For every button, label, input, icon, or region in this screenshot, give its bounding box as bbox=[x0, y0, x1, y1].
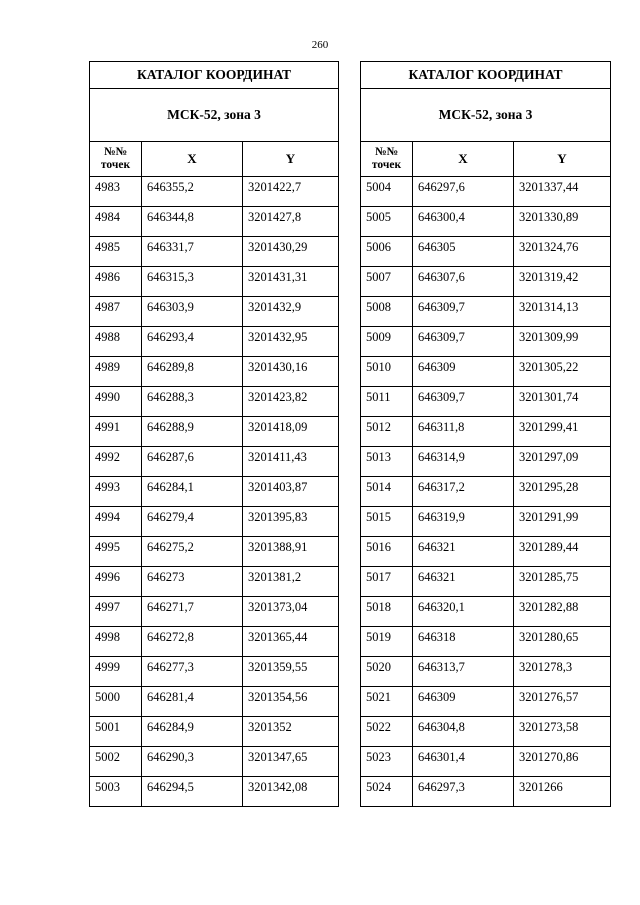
table-row bbox=[361, 627, 611, 657]
y-coordinate-cell: 3201359,55 bbox=[243, 657, 339, 687]
point-number-cell: 4984 bbox=[90, 207, 142, 237]
table-row bbox=[90, 237, 339, 267]
table-row bbox=[361, 447, 611, 477]
point-number-cell: 5016 bbox=[361, 537, 413, 567]
x-coordinate-cell: 646288,3 bbox=[142, 387, 243, 417]
y-coordinate-cell: 3201365,44 bbox=[243, 627, 339, 657]
x-coordinate-cell: 646318 bbox=[413, 627, 514, 657]
x-coordinate-cell: 646284,1 bbox=[142, 477, 243, 507]
point-number-cell: 5021 bbox=[361, 687, 413, 717]
table-row bbox=[90, 717, 339, 747]
y-coordinate-cell: 3201403,87 bbox=[243, 477, 339, 507]
point-number-cell: 4991 bbox=[90, 417, 142, 447]
table-body bbox=[361, 177, 611, 807]
y-coordinate-cell: 3201337,44 bbox=[514, 177, 611, 207]
point-number-cell: 4989 bbox=[90, 357, 142, 387]
y-coordinate-cell: 3201427,8 bbox=[243, 207, 339, 237]
point-number-cell: 4990 bbox=[90, 387, 142, 417]
point-number-cell: 4994 bbox=[90, 507, 142, 537]
x-coordinate-cell: 646271,7 bbox=[142, 597, 243, 627]
y-coordinate-cell: 3201422,7 bbox=[243, 177, 339, 207]
table-row bbox=[361, 417, 611, 447]
x-coordinate-cell: 646305 bbox=[413, 237, 514, 267]
x-coordinate-cell: 646320,1 bbox=[413, 597, 514, 627]
column-header-point-number: №№ точек bbox=[90, 142, 142, 177]
column-header-point-number: №№ точек bbox=[361, 142, 413, 177]
table-row bbox=[361, 477, 611, 507]
point-number-cell: 5023 bbox=[361, 747, 413, 777]
x-coordinate-cell: 646301,4 bbox=[413, 747, 514, 777]
x-coordinate-cell: 646275,2 bbox=[142, 537, 243, 567]
point-number-cell: 5015 bbox=[361, 507, 413, 537]
table-row bbox=[90, 747, 339, 777]
x-coordinate-cell: 646321 bbox=[413, 567, 514, 597]
table-row bbox=[361, 177, 611, 207]
point-number-cell: 4995 bbox=[90, 537, 142, 567]
y-coordinate-cell: 3201314,13 bbox=[514, 297, 611, 327]
point-number-cell: 4987 bbox=[90, 297, 142, 327]
coordinate-system-subtitle: МСК-52, зона 3 bbox=[361, 89, 611, 142]
x-coordinate-cell: 646289,8 bbox=[142, 357, 243, 387]
point-number-cell: 5014 bbox=[361, 477, 413, 507]
point-number-cell: 5007 bbox=[361, 267, 413, 297]
y-coordinate-cell: 3201319,42 bbox=[514, 267, 611, 297]
y-coordinate-cell: 3201423,82 bbox=[243, 387, 339, 417]
x-coordinate-cell: 646309,7 bbox=[413, 387, 514, 417]
table-row bbox=[361, 327, 611, 357]
table-row bbox=[90, 327, 339, 357]
x-coordinate-cell: 646290,3 bbox=[142, 747, 243, 777]
x-coordinate-cell: 646281,4 bbox=[142, 687, 243, 717]
table-row bbox=[90, 687, 339, 717]
y-coordinate-cell: 3201418,09 bbox=[243, 417, 339, 447]
catalog-title: КАТАЛОГ КООРДИНАТ bbox=[90, 62, 339, 89]
table-body bbox=[90, 177, 339, 807]
table-row bbox=[90, 297, 339, 327]
x-coordinate-cell: 646307,6 bbox=[413, 267, 514, 297]
x-coordinate-cell: 646313,7 bbox=[413, 657, 514, 687]
table-row bbox=[361, 567, 611, 597]
y-coordinate-cell: 3201432,95 bbox=[243, 327, 339, 357]
point-number-cell: 5013 bbox=[361, 447, 413, 477]
x-coordinate-cell: 646287,6 bbox=[142, 447, 243, 477]
point-number-cell: 5017 bbox=[361, 567, 413, 597]
point-number-cell: 5000 bbox=[90, 687, 142, 717]
y-coordinate-cell: 3201280,65 bbox=[514, 627, 611, 657]
table-row bbox=[361, 777, 611, 807]
table-row bbox=[361, 297, 611, 327]
x-coordinate-cell: 646272,8 bbox=[142, 627, 243, 657]
y-coordinate-cell: 3201395,83 bbox=[243, 507, 339, 537]
table-row bbox=[361, 507, 611, 537]
y-coordinate-cell: 3201342,08 bbox=[243, 777, 339, 807]
x-coordinate-cell: 646314,9 bbox=[413, 447, 514, 477]
table-row bbox=[90, 357, 339, 387]
y-coordinate-cell: 3201388,91 bbox=[243, 537, 339, 567]
table-row bbox=[361, 687, 611, 717]
x-coordinate-cell: 646344,8 bbox=[142, 207, 243, 237]
column-header-x: X bbox=[413, 142, 514, 177]
table-row bbox=[361, 357, 611, 387]
x-coordinate-cell: 646300,4 bbox=[413, 207, 514, 237]
point-number-cell: 4992 bbox=[90, 447, 142, 477]
table-row bbox=[361, 267, 611, 297]
point-number-cell: 5011 bbox=[361, 387, 413, 417]
y-coordinate-cell: 3201347,65 bbox=[243, 747, 339, 777]
table-row bbox=[90, 537, 339, 567]
x-coordinate-cell: 646304,8 bbox=[413, 717, 514, 747]
x-coordinate-cell: 646279,4 bbox=[142, 507, 243, 537]
x-coordinate-cell: 646319,9 bbox=[413, 507, 514, 537]
table-row bbox=[90, 567, 339, 597]
y-coordinate-cell: 3201324,76 bbox=[514, 237, 611, 267]
table-row bbox=[90, 177, 339, 207]
table-row bbox=[361, 387, 611, 417]
coordinate-catalog-table-left bbox=[89, 61, 339, 807]
y-coordinate-cell: 3201431,31 bbox=[243, 267, 339, 297]
y-coordinate-cell: 3201285,75 bbox=[514, 567, 611, 597]
x-coordinate-cell: 646317,2 bbox=[413, 477, 514, 507]
point-number-cell: 5005 bbox=[361, 207, 413, 237]
point-number-cell: 5009 bbox=[361, 327, 413, 357]
column-header-y: Y bbox=[243, 142, 339, 177]
point-number-cell: 4986 bbox=[90, 267, 142, 297]
x-coordinate-cell: 646284,9 bbox=[142, 717, 243, 747]
y-coordinate-cell: 3201373,04 bbox=[243, 597, 339, 627]
y-coordinate-cell: 3201430,29 bbox=[243, 237, 339, 267]
point-number-cell: 4998 bbox=[90, 627, 142, 657]
column-header-x: X bbox=[142, 142, 243, 177]
x-coordinate-cell: 646293,4 bbox=[142, 327, 243, 357]
table-row bbox=[90, 657, 339, 687]
table-row bbox=[90, 597, 339, 627]
table-row bbox=[90, 507, 339, 537]
table-row bbox=[90, 207, 339, 237]
point-number-cell: 5020 bbox=[361, 657, 413, 687]
coordinate-catalog-table-right bbox=[360, 61, 611, 807]
point-number-cell: 5008 bbox=[361, 297, 413, 327]
table-row bbox=[90, 777, 339, 807]
page-number: 260 bbox=[311, 39, 329, 51]
x-coordinate-cell: 646297,3 bbox=[413, 777, 514, 807]
x-coordinate-cell: 646294,5 bbox=[142, 777, 243, 807]
point-number-cell: 5001 bbox=[90, 717, 142, 747]
point-number-cell: 5002 bbox=[90, 747, 142, 777]
point-number-cell: 5019 bbox=[361, 627, 413, 657]
point-number-cell: 4988 bbox=[90, 327, 142, 357]
point-number-cell: 5018 bbox=[361, 597, 413, 627]
table-row bbox=[90, 627, 339, 657]
table-row bbox=[361, 597, 611, 627]
point-number-cell: 5010 bbox=[361, 357, 413, 387]
point-number-cell: 5024 bbox=[361, 777, 413, 807]
point-number-cell: 5022 bbox=[361, 717, 413, 747]
y-coordinate-cell: 3201273,58 bbox=[514, 717, 611, 747]
y-coordinate-cell: 3201432,9 bbox=[243, 297, 339, 327]
table-row bbox=[90, 477, 339, 507]
table-row bbox=[361, 747, 611, 777]
point-number-cell: 4993 bbox=[90, 477, 142, 507]
x-coordinate-cell: 646321 bbox=[413, 537, 514, 567]
y-coordinate-cell: 3201278,3 bbox=[514, 657, 611, 687]
x-coordinate-cell: 646315,3 bbox=[142, 267, 243, 297]
y-coordinate-cell: 3201411,43 bbox=[243, 447, 339, 477]
table-row bbox=[361, 537, 611, 567]
y-coordinate-cell: 3201330,89 bbox=[514, 207, 611, 237]
x-coordinate-cell: 646277,3 bbox=[142, 657, 243, 687]
column-header-y: Y bbox=[514, 142, 611, 177]
x-coordinate-cell: 646311,8 bbox=[413, 417, 514, 447]
x-coordinate-cell: 646309 bbox=[413, 357, 514, 387]
table-row bbox=[361, 207, 611, 237]
x-coordinate-cell: 646303,9 bbox=[142, 297, 243, 327]
y-coordinate-cell: 3201381,2 bbox=[243, 567, 339, 597]
table-row bbox=[361, 237, 611, 267]
x-coordinate-cell: 646273 bbox=[142, 567, 243, 597]
x-coordinate-cell: 646331,7 bbox=[142, 237, 243, 267]
catalog-title: КАТАЛОГ КООРДИНАТ bbox=[361, 62, 611, 89]
point-number-cell: 5006 bbox=[361, 237, 413, 267]
table-row bbox=[90, 267, 339, 297]
point-number-cell: 4997 bbox=[90, 597, 142, 627]
x-coordinate-cell: 646288,9 bbox=[142, 417, 243, 447]
y-coordinate-cell: 3201309,99 bbox=[514, 327, 611, 357]
table-row bbox=[361, 657, 611, 687]
y-coordinate-cell: 3201297,09 bbox=[514, 447, 611, 477]
x-coordinate-cell: 646309 bbox=[413, 687, 514, 717]
point-number-cell: 4996 bbox=[90, 567, 142, 597]
y-coordinate-cell: 3201430,16 bbox=[243, 357, 339, 387]
table-row bbox=[90, 447, 339, 477]
x-coordinate-cell: 646355,2 bbox=[142, 177, 243, 207]
coordinate-system-subtitle: МСК-52, зона 3 bbox=[90, 89, 339, 142]
point-number-cell: 5012 bbox=[361, 417, 413, 447]
y-coordinate-cell: 3201291,99 bbox=[514, 507, 611, 537]
point-number-cell: 5003 bbox=[90, 777, 142, 807]
y-coordinate-cell: 3201301,74 bbox=[514, 387, 611, 417]
y-coordinate-cell: 3201305,22 bbox=[514, 357, 611, 387]
x-coordinate-cell: 646309,7 bbox=[413, 297, 514, 327]
y-coordinate-cell: 3201266 bbox=[514, 777, 611, 807]
y-coordinate-cell: 3201282,88 bbox=[514, 597, 611, 627]
x-coordinate-cell: 646297,6 bbox=[413, 177, 514, 207]
x-coordinate-cell: 646309,7 bbox=[413, 327, 514, 357]
point-number-cell: 4983 bbox=[90, 177, 142, 207]
y-coordinate-cell: 3201276,57 bbox=[514, 687, 611, 717]
y-coordinate-cell: 3201354,56 bbox=[243, 687, 339, 717]
y-coordinate-cell: 3201295,28 bbox=[514, 477, 611, 507]
y-coordinate-cell: 3201299,41 bbox=[514, 417, 611, 447]
point-number-cell: 5004 bbox=[361, 177, 413, 207]
table-row bbox=[361, 717, 611, 747]
y-coordinate-cell: 3201289,44 bbox=[514, 537, 611, 567]
y-coordinate-cell: 3201352 bbox=[243, 717, 339, 747]
point-number-cell: 4999 bbox=[90, 657, 142, 687]
point-number-cell: 4985 bbox=[90, 237, 142, 267]
y-coordinate-cell: 3201270,86 bbox=[514, 747, 611, 777]
table-row bbox=[90, 387, 339, 417]
table-row bbox=[90, 417, 339, 447]
